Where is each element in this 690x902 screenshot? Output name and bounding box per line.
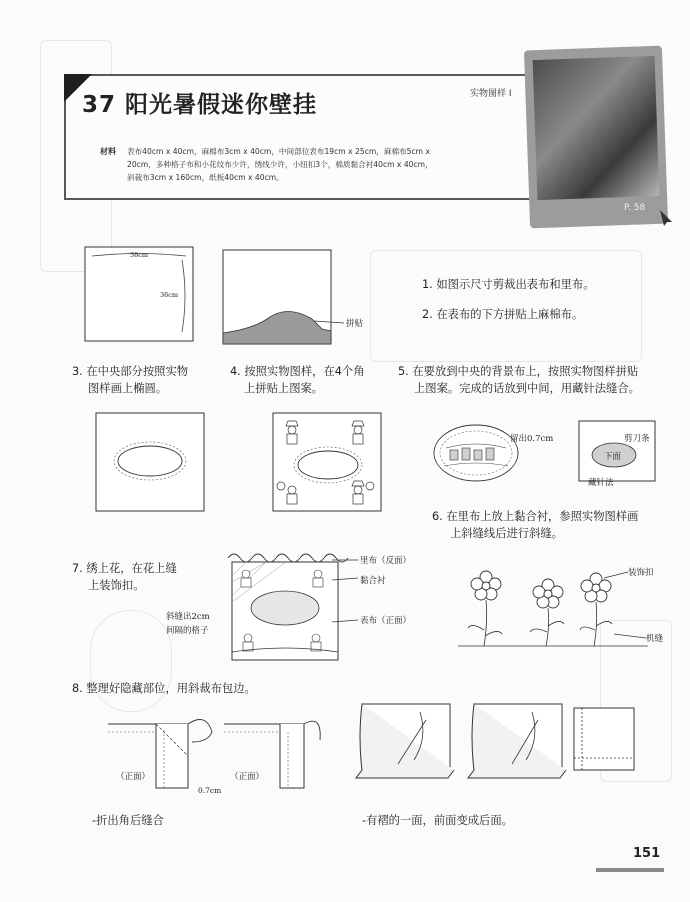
step-2-text: 2. 在表布的下方拼贴上麻棉布。: [422, 308, 584, 321]
diagram-fabric-cut: [84, 246, 196, 346]
label-zhengmian-1: （正面）: [116, 772, 151, 782]
label-zhuangshikou: 装饰扣: [628, 568, 654, 578]
pattern-tag: 实物图样 I: [470, 89, 512, 99]
diagram-hill-applique: [222, 249, 334, 349]
step-6-text-l1: 6. 在里布上放上黏合衬，参照实物图样画: [432, 510, 639, 523]
step-3-text-l1: 3. 在中央部分按照实物: [72, 365, 189, 378]
step-4-text-l1: 4. 按照实物图样，在4个角: [230, 365, 365, 378]
diagram-corner-figures: [272, 412, 384, 514]
product-photo: [533, 56, 660, 200]
diagram-center-scene: [432, 422, 522, 488]
label-cangzhen: 藏针法: [588, 478, 614, 488]
step-7-text-l2: 上装饰扣。: [88, 579, 145, 592]
label-jiandao: 剪刀条: [624, 434, 650, 444]
step-4-text-l2: 上拼贴上图案。: [244, 382, 324, 395]
dim-38: 38cm: [130, 251, 149, 259]
label-xiefeng-l1: 斜缝出2cm: [166, 612, 210, 622]
step-6-text-l2: 上斜缝线后进行斜缝。: [450, 527, 563, 540]
materials-line-1: 表布40cm x 40cm，麻棉布3cm x 40cm，中间部位表布19cm x 25cm，麻棉布5cm x: [127, 147, 430, 156]
step-3-text-l2: 图样画上椭圆。: [88, 382, 168, 395]
caption-left: -折出角后缝合: [92, 814, 164, 827]
label-xiefeng-l2: 间隔的格子: [166, 626, 209, 636]
step-7-text-l1: 7. 绣上花，在花上缝: [72, 562, 177, 575]
step-5-text-l1: 5. 在要放到中央的背景布上，按照实物图样拼贴: [398, 365, 639, 378]
page-corner-arrow-icon: [660, 210, 676, 226]
label-jifeng: 机缝: [646, 634, 664, 644]
header-rule: [64, 74, 534, 76]
label-libu: 里布（反面）: [360, 556, 412, 566]
label-zhengmian-2: （正面）: [230, 772, 265, 782]
photo-page-ref: P. 58: [624, 203, 646, 213]
label-pintie: 拼贴: [346, 319, 364, 329]
caption-right: -有褶的一面，前面变成后面。: [362, 814, 513, 827]
page-title: 37 阳光暑假迷你壁挂: [82, 92, 318, 118]
label-nianhechen: 黏合衬: [360, 576, 386, 586]
step-5-text-l2: 上图案。完成的话放到中间，用藏针法缝合。: [414, 382, 640, 395]
materials-line-2: 20cm，多种格子布和小花纹布少许，绣线少许，小纽扣3个，棉质黏合衬40cm x 40cm，: [127, 160, 433, 169]
materials-line-3: 斜裁布3cm x 160cm，纸板40cm x 40cm。: [127, 173, 284, 182]
label-liu: 留出0.7cm: [510, 434, 554, 444]
label-biaobu: 表布（正面）: [360, 616, 412, 626]
page-number: 151: [633, 846, 661, 861]
label-xiamian: 下面: [604, 452, 622, 462]
diagram-ellipse-outline: [95, 412, 207, 514]
label-dim-07: 0.7cm: [198, 786, 222, 795]
diagram-binding-fold-steps: [358, 698, 638, 788]
diagram-quilted-layers: [226, 552, 344, 662]
page-number-bar: [596, 868, 664, 872]
step-8-text: 8. 整理好隐藏部位，用斜裁布包边。: [72, 682, 256, 695]
step-1-text: 1. 如图示尺寸剪裁出表布和里布。: [422, 278, 595, 291]
dim-36: 36cm: [160, 291, 179, 299]
diagram-embroidered-flowers: [458, 566, 658, 650]
pointer-lines-step7: [332, 556, 362, 626]
materials-label: 材料: [100, 147, 116, 156]
